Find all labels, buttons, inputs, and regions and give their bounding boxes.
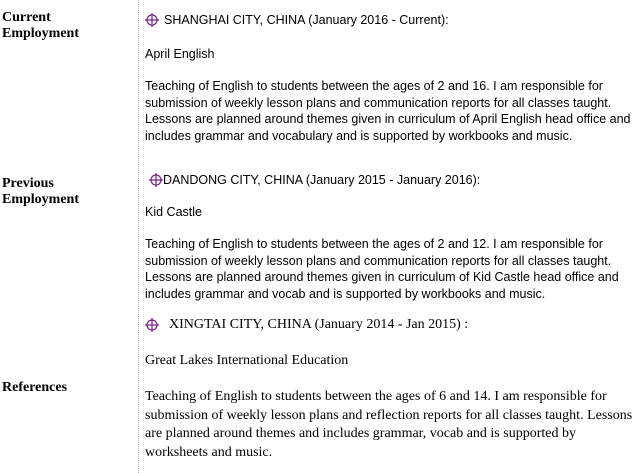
entry-heading [145,173,635,187]
section-label-previous-employment: Previous Employment [2,176,79,207]
entry-employer: April English [145,47,215,61]
crosshair-icon [149,173,163,187]
entry-location: SHANGHAI CITY, CHINA (January 2016 - Current): [164,13,449,27]
entry-location: XINGTAI CITY, CHINA (January 2014 - Jan 2015) : [169,317,469,332]
entry-employer: Kid Castle [145,205,202,219]
section-label-references: References [2,380,68,395]
entry-description: Teaching of English to students between the ages of 2 and 16. I am responsible for submission of weekly lesson plans and communication reports for all classes taught. Lessons are planned around themes given in curriculum of April English head office and includes grammar and vocabulary and is supported by workbooks and music. [145,79,631,143]
entry-location: DANDONG CITY, CHINA (January 2015 - January 2016): [163,173,481,187]
crosshair-icon [145,318,159,332]
column-divider [138,0,139,473]
entry-employer: Great Lakes International Education [145,353,349,368]
section-label-current-employment: Current Employment [2,10,79,41]
crosshair-icon [145,13,159,27]
entry-heading [145,317,635,333]
entry-description: Teaching of English to students between the ages of 6 and 14. I am responsible for submission of weekly lesson plans and reflection reports for all classes taught. Lessons are planned around themes and includes grammar, vocab and is supported by worksheets and music. [145,389,633,460]
entry-description: Teaching of English to students between the ages of 2 and 12. I am responsible for submission of weekly lesson plans and communication reports for all classes taught. Lessons are planned around themes given in curriculum of Kid Castle head office and includes grammar and vocab and is supported by workbooks and music. [145,237,619,301]
entry-heading [145,13,635,27]
